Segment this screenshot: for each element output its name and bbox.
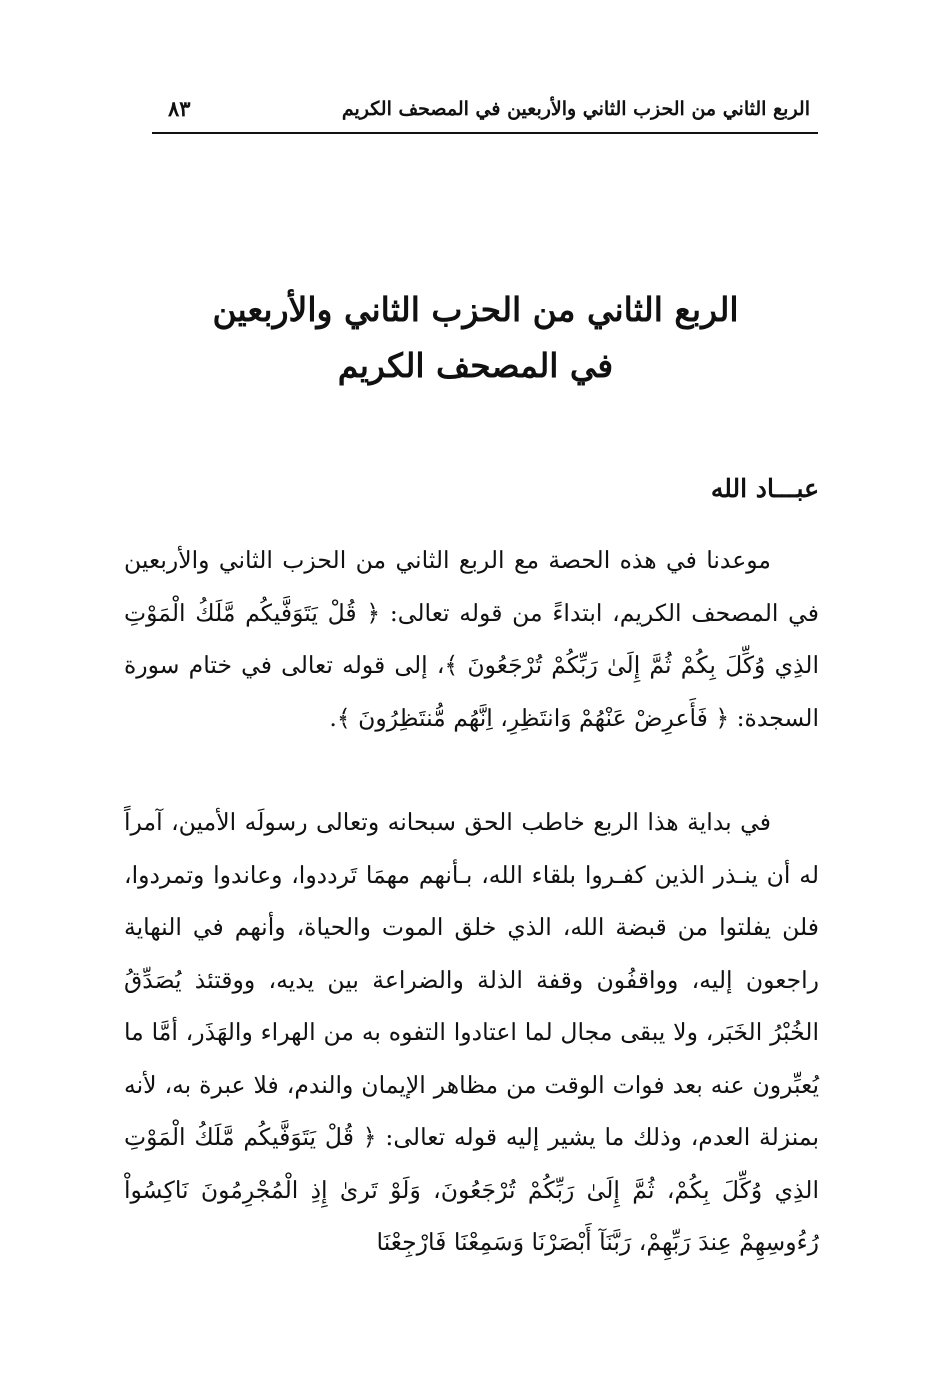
paragraph-2 (124, 796, 819, 1269)
page-number: ٨٣ (168, 96, 191, 121)
running-title: الربع الثاني من الحزب الثاني والأربعين في المصحف الكريم (341, 98, 810, 120)
paragraph-2-intro: في بداية هذا الربع خاطب الحق سبحانه وتعالى رسولَه الأمين، آمراً له أن ينـذر الذين كفـروا بلقاء الله، بـأنهم مهمَا تَرددوا، وعاندوا وتمردوا، فلن يفلتوا من قبضة الله، الذي خلق الموت والحياة، وأنهم في النهاية راجعون إليه، وواقفُون وقفة الذلة والضراعة بين يديه، ووقتئذ يُصَدِّقُ الخُبْرُ الخَبَر، ولا يبقى مجال لما اعتادوا التفوه به من الهراء والهَذَر، أمَّا ما يُعبِّرون عنه بعد فوات الوقت من مظاهر الإيمان والندم، فلا عبرة به، لأنه بمنزلة العدم، وذلك ما يشير إليه قوله تعالى: (124, 808, 819, 1151)
paragraph-1-intro: موعدنا في هذه الحصة مع الربع الثاني من الحزب الثاني والأربعين في المصحف الكريم، ابتداءً من قوله تعالى: (124, 546, 819, 627)
running-header (152, 92, 818, 134)
section-heading: عبـــاد الله (710, 474, 819, 503)
quran-quote: ﴿ فَأَعرِضْ عَنْهُمْ وَانتَظِرِ، اِنَّهُم مُّنتَظِرُونَ ﴾ (336, 703, 730, 732)
paragraph-1 (124, 534, 819, 744)
chapter-title (120, 282, 831, 394)
quran-quote: ﴿ قُلْ يَتَوَفَّيكُم مَّلَكُ الْمَوْتِ الذِي وُكِّلَ بِكُمْ ثُمَّ إِلَىٰ رَبِّكُمْ تُرْجَعُونَ ﴾ (124, 598, 819, 679)
paragraph-1-text (124, 534, 819, 744)
paragraph-1-end: . (329, 703, 337, 732)
quran-quote: ﴿ قُلْ يَتَوَفَّيكُم مَّلَكُ الْمَوْتِ الذِي وُكِّلَ بِكُمْ، ثُمَّ إِلَىٰ رَبِّكُمْ تُرْجَعُونَ، وَلَوْ تَرىٰ إِذِ الْمُجْرِمُونَ نَاكِسُواْ رُءُوسِهِمْ عِندَ رَبِّهِمْ، رَبَّنَآ أَبْصَرْنَا وَسَمِعْنَا فَارْجِعْنَا (124, 1123, 819, 1256)
chapter-title-line-1: الربع الثاني من الحزب الثاني والأربعين (212, 290, 739, 329)
paragraph-2-text (124, 796, 819, 1269)
chapter-title-line-2: في المصحف الكريم (337, 346, 614, 385)
paragraph-1-middle: ، إلى قوله تعالى في ختام سورة السجدة: (124, 651, 819, 732)
